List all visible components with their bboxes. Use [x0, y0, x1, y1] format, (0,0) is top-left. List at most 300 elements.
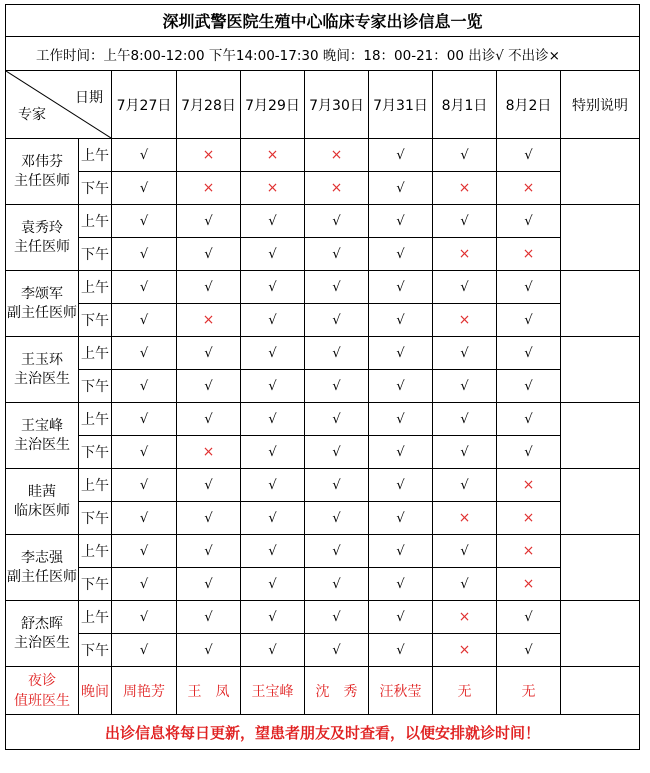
available-mark: √: [524, 445, 533, 460]
available-mark: √: [332, 247, 341, 262]
unavailable-mark: ×: [458, 246, 471, 262]
available-mark: √: [524, 313, 533, 328]
available-mark: √: [204, 247, 213, 262]
availability-cell: [369, 205, 433, 238]
availability-cell: [369, 172, 433, 205]
available-mark: √: [524, 379, 533, 394]
slot-label: 下午: [79, 370, 112, 403]
available-mark: √: [204, 511, 213, 526]
available-mark: √: [396, 643, 405, 658]
availability-cell: [112, 568, 177, 601]
night-duty-doctor: 无: [497, 667, 561, 715]
slot-label: 上午: [79, 535, 112, 568]
availability-cell: [497, 304, 561, 337]
availability-cell: [433, 238, 497, 271]
availability-cell: [241, 205, 305, 238]
available-mark: √: [524, 643, 533, 658]
doctor-row: [6, 337, 640, 370]
doctor-name: 李颂军: [21, 285, 63, 302]
available-mark: √: [268, 346, 277, 361]
doctor-row: [6, 139, 640, 172]
availability-cell: [177, 535, 241, 568]
date-header: 7月27日: [112, 71, 177, 139]
availability-cell: [433, 139, 497, 172]
available-mark: √: [139, 478, 149, 493]
available-mark: √: [332, 379, 341, 394]
availability-cell: [112, 535, 177, 568]
date-header-label: 日期: [75, 90, 103, 106]
unavailable-mark: ×: [330, 147, 343, 163]
available-mark: √: [332, 313, 341, 328]
available-mark: √: [332, 412, 341, 427]
slot-label: 上午: [79, 337, 112, 370]
unavailable-mark: ×: [202, 147, 215, 163]
special-notes-cell: [561, 403, 640, 469]
available-mark: √: [139, 148, 149, 163]
availability-cell: [305, 502, 369, 535]
doctor-row: [6, 469, 640, 502]
available-mark: √: [332, 346, 341, 361]
availability-cell: [305, 271, 369, 304]
availability-cell: [177, 271, 241, 304]
schedule-sheet: [5, 4, 639, 750]
unavailable-mark: ×: [522, 510, 535, 526]
availability-cell: [241, 601, 305, 634]
available-mark: √: [396, 511, 405, 526]
availability-cell: [497, 205, 561, 238]
available-mark: √: [139, 544, 149, 559]
available-mark: √: [332, 511, 341, 526]
available-mark: √: [139, 247, 149, 262]
header-diagonal-cell: [6, 71, 112, 139]
available-mark: √: [268, 610, 277, 625]
doctor-cell: [6, 337, 79, 403]
night-duty-label-line1: 夜诊: [28, 672, 56, 689]
doctor-name: 李志强: [21, 549, 63, 566]
available-mark: √: [268, 214, 277, 229]
availability-cell: [497, 568, 561, 601]
available-mark: √: [139, 445, 149, 460]
available-mark: √: [396, 577, 405, 592]
available-mark: √: [460, 280, 469, 295]
footer-row: [6, 715, 640, 750]
available-mark: √: [524, 148, 533, 163]
unavailable-mark: ×: [202, 180, 215, 196]
night-slot-label: 晚间: [79, 667, 112, 715]
available-mark: √: [524, 412, 533, 427]
slot-label: 上午: [79, 271, 112, 304]
available-mark: √: [204, 544, 213, 559]
doctor-cell: [6, 205, 79, 271]
doctor-name: 眭茜: [28, 483, 56, 500]
unavailable-mark: ×: [522, 246, 535, 262]
slot-label: 上午: [79, 139, 112, 172]
availability-cell: [177, 568, 241, 601]
available-mark: √: [268, 445, 277, 460]
doctor-row: [6, 436, 640, 469]
available-mark: √: [332, 445, 341, 460]
slot-label: 上午: [79, 403, 112, 436]
available-mark: √: [460, 478, 469, 493]
doctor-title: 副主任医师: [7, 568, 77, 585]
availability-cell: [305, 601, 369, 634]
available-mark: √: [460, 148, 469, 163]
available-mark: √: [460, 214, 469, 229]
availability-cell: [369, 469, 433, 502]
availability-cell: [433, 469, 497, 502]
availability-cell: [177, 304, 241, 337]
date-header: 7月29日: [241, 71, 305, 139]
availability-cell: [177, 601, 241, 634]
working-hours-legend: 工作时间：上午8:00-12:00 下午14:00-17:30 晚间：18：00-21：00 出诊√ 不出诊×: [6, 37, 640, 71]
available-mark: √: [332, 214, 341, 229]
available-mark: √: [204, 280, 213, 295]
unavailable-mark: ×: [202, 312, 215, 328]
availability-cell: [241, 337, 305, 370]
doctor-name: 王玉环: [21, 351, 63, 368]
availability-cell: [305, 337, 369, 370]
schedule-table: [5, 4, 640, 750]
available-mark: √: [204, 346, 213, 361]
slot-label: 下午: [79, 568, 112, 601]
available-mark: √: [396, 280, 405, 295]
available-mark: √: [460, 577, 469, 592]
doctor-name: 王宝峰: [21, 417, 63, 434]
available-mark: √: [524, 280, 533, 295]
availability-cell: [433, 172, 497, 205]
special-notes-cell: [561, 601, 640, 667]
available-mark: √: [396, 313, 405, 328]
availability-cell: [177, 469, 241, 502]
available-mark: √: [204, 577, 213, 592]
availability-cell: [177, 139, 241, 172]
available-mark: √: [396, 445, 405, 460]
footer-note: 出诊信息将每日更新，望患者朋友及时查看，以便安排就诊时间！: [6, 715, 640, 750]
page-title: 深圳武警医院生殖中心临床专家出诊信息一览: [6, 5, 640, 37]
availability-cell: [497, 436, 561, 469]
slot-label: 上午: [79, 469, 112, 502]
date-header: 7月30日: [305, 71, 369, 139]
availability-cell: [369, 271, 433, 304]
doctor-row: [6, 172, 640, 205]
night-duty-label-line2: 值班医生: [14, 692, 70, 709]
availability-cell: [369, 601, 433, 634]
doctor-cell: [6, 403, 79, 469]
doctor-cell: [6, 139, 79, 205]
availability-cell: [305, 535, 369, 568]
doctor-name: 舒杰晖: [21, 615, 63, 632]
doctor-row: [6, 238, 640, 271]
available-mark: √: [524, 610, 533, 625]
available-mark: √: [524, 214, 533, 229]
slot-label: 上午: [79, 205, 112, 238]
available-mark: √: [396, 346, 405, 361]
special-notes-header: 特别说明: [561, 71, 640, 139]
doctor-name: 邓伟芬: [21, 153, 63, 170]
slot-label: 下午: [79, 238, 112, 271]
availability-cell: [241, 403, 305, 436]
availability-cell: [177, 205, 241, 238]
unavailable-mark: ×: [458, 510, 471, 526]
availability-cell: [241, 238, 305, 271]
special-notes-cell: [561, 535, 640, 601]
availability-cell: [305, 172, 369, 205]
available-mark: √: [139, 511, 149, 526]
available-mark: √: [332, 478, 341, 493]
doctor-title: 副主任医师: [7, 304, 77, 321]
available-mark: √: [268, 412, 277, 427]
available-mark: √: [396, 379, 405, 394]
special-notes-cell: [561, 469, 640, 535]
available-mark: √: [332, 280, 341, 295]
availability-cell: [241, 304, 305, 337]
doctor-cell: [6, 601, 79, 667]
availability-cell: [497, 535, 561, 568]
expert-header-label: 专家: [18, 107, 46, 123]
date-header: 8月1日: [433, 71, 497, 139]
availability-cell: [369, 238, 433, 271]
available-mark: √: [396, 148, 405, 163]
available-mark: √: [139, 214, 149, 229]
special-notes-cell: [561, 139, 640, 205]
availability-cell: [112, 337, 177, 370]
doctor-cell: [6, 469, 79, 535]
available-mark: √: [460, 412, 469, 427]
availability-cell: [241, 436, 305, 469]
available-mark: √: [396, 412, 405, 427]
availability-cell: [369, 436, 433, 469]
doctor-row: [6, 370, 640, 403]
availability-cell: [433, 370, 497, 403]
availability-cell: [497, 271, 561, 304]
available-mark: √: [460, 445, 469, 460]
available-mark: √: [332, 643, 341, 658]
available-mark: √: [332, 544, 341, 559]
availability-cell: [112, 634, 177, 667]
availability-cell: [369, 634, 433, 667]
date-header: 7月31日: [369, 71, 433, 139]
availability-cell: [433, 436, 497, 469]
availability-cell: [369, 535, 433, 568]
availability-cell: [305, 238, 369, 271]
doctor-title: 临床医师: [14, 502, 70, 519]
available-mark: √: [524, 346, 533, 361]
unavailable-mark: ×: [522, 576, 535, 592]
doctor-title: 主治医生: [14, 436, 70, 453]
available-mark: √: [268, 247, 277, 262]
available-mark: √: [396, 181, 405, 196]
availability-cell: [305, 568, 369, 601]
availability-cell: [497, 370, 561, 403]
available-mark: √: [139, 280, 149, 295]
availability-cell: [112, 271, 177, 304]
available-mark: √: [204, 379, 213, 394]
available-mark: √: [139, 610, 149, 625]
available-mark: √: [460, 379, 469, 394]
unavailable-mark: ×: [522, 180, 535, 196]
unavailable-mark: ×: [266, 180, 279, 196]
availability-cell: [497, 139, 561, 172]
slot-label: 下午: [79, 634, 112, 667]
availability-cell: [369, 304, 433, 337]
availability-cell: [497, 403, 561, 436]
doctor-title: 主治医生: [14, 370, 70, 387]
available-mark: √: [204, 478, 213, 493]
availability-cell: [497, 172, 561, 205]
unavailable-mark: ×: [522, 477, 535, 493]
availability-cell: [177, 238, 241, 271]
available-mark: √: [396, 247, 405, 262]
availability-cell: [305, 304, 369, 337]
availability-cell: [305, 403, 369, 436]
availability-cell: [305, 634, 369, 667]
availability-cell: [177, 172, 241, 205]
special-notes-cell: [561, 205, 640, 271]
availability-cell: [433, 205, 497, 238]
availability-cell: [305, 469, 369, 502]
doctor-title: 主任医师: [14, 172, 70, 189]
available-mark: √: [332, 577, 341, 592]
available-mark: √: [268, 280, 277, 295]
slot-label: 下午: [79, 436, 112, 469]
unavailable-mark: ×: [458, 180, 471, 196]
availability-cell: [241, 568, 305, 601]
available-mark: √: [139, 643, 149, 658]
doctor-row: [6, 535, 640, 568]
available-mark: √: [204, 412, 213, 427]
doctor-row: [6, 403, 640, 436]
availability-cell: [241, 271, 305, 304]
unavailable-mark: ×: [458, 312, 471, 328]
availability-cell: [497, 634, 561, 667]
available-mark: √: [139, 313, 149, 328]
available-mark: √: [460, 346, 469, 361]
available-mark: √: [268, 577, 277, 592]
slot-label: 下午: [79, 304, 112, 337]
availability-cell: [241, 502, 305, 535]
night-notes-cell: [561, 667, 640, 715]
doctor-name: 袁秀玲: [21, 219, 63, 236]
available-mark: √: [268, 313, 277, 328]
availability-cell: [433, 634, 497, 667]
available-mark: √: [204, 610, 213, 625]
availability-cell: [177, 634, 241, 667]
availability-cell: [112, 205, 177, 238]
availability-cell: [112, 502, 177, 535]
available-mark: √: [204, 643, 213, 658]
availability-cell: [369, 403, 433, 436]
available-mark: √: [268, 544, 277, 559]
unavailable-mark: ×: [458, 609, 471, 625]
unavailable-mark: ×: [458, 642, 471, 658]
available-mark: √: [139, 379, 149, 394]
availability-cell: [177, 502, 241, 535]
date-header: 7月28日: [177, 71, 241, 139]
date-header: 8月2日: [497, 71, 561, 139]
doctor-title: 主任医师: [14, 238, 70, 255]
unavailable-mark: ×: [522, 543, 535, 559]
available-mark: √: [268, 511, 277, 526]
unavailable-mark: ×: [266, 147, 279, 163]
night-duty-doctor: 汪秋莹: [369, 667, 433, 715]
available-mark: √: [204, 214, 213, 229]
availability-cell: [241, 172, 305, 205]
availability-cell: [177, 436, 241, 469]
availability-cell: [497, 337, 561, 370]
night-duty-doctor: 无: [433, 667, 497, 715]
available-mark: √: [268, 643, 277, 658]
availability-cell: [241, 469, 305, 502]
available-mark: √: [139, 181, 149, 196]
available-mark: √: [396, 478, 405, 493]
availability-cell: [369, 139, 433, 172]
availability-cell: [112, 139, 177, 172]
availability-cell: [433, 271, 497, 304]
availability-cell: [497, 469, 561, 502]
available-mark: √: [268, 478, 277, 493]
availability-cell: [177, 337, 241, 370]
unavailable-mark: ×: [202, 444, 215, 460]
doctor-title: 主治医生: [14, 634, 70, 651]
doctor-cell: [6, 535, 79, 601]
availability-cell: [112, 304, 177, 337]
available-mark: √: [396, 544, 405, 559]
availability-cell: [112, 403, 177, 436]
night-duty-doctor: 周艳芳: [112, 667, 177, 715]
availability-cell: [369, 502, 433, 535]
availability-cell: [433, 601, 497, 634]
available-mark: √: [268, 379, 277, 394]
slot-label: 下午: [79, 502, 112, 535]
availability-cell: [433, 304, 497, 337]
availability-cell: [369, 568, 433, 601]
night-duty-doctor: 沈 秀: [305, 667, 369, 715]
availability-cell: [369, 370, 433, 403]
availability-cell: [433, 403, 497, 436]
availability-cell: [305, 436, 369, 469]
availability-cell: [241, 634, 305, 667]
unavailable-mark: ×: [330, 180, 343, 196]
available-mark: √: [332, 610, 341, 625]
availability-cell: [497, 502, 561, 535]
availability-cell: [112, 601, 177, 634]
availability-cell: [241, 535, 305, 568]
availability-cell: [112, 469, 177, 502]
availability-cell: [433, 535, 497, 568]
available-mark: √: [460, 544, 469, 559]
night-duty-row: [6, 667, 640, 715]
doctor-row: [6, 271, 640, 304]
special-notes-cell: [561, 337, 640, 403]
availability-cell: [497, 601, 561, 634]
availability-cell: [433, 568, 497, 601]
slot-label: 上午: [79, 601, 112, 634]
availability-cell: [497, 238, 561, 271]
available-mark: √: [396, 610, 405, 625]
doctor-cell: [6, 271, 79, 337]
available-mark: √: [139, 346, 149, 361]
availability-cell: [433, 337, 497, 370]
availability-cell: [305, 370, 369, 403]
night-duty-label: [6, 667, 79, 715]
night-duty-doctor: 王 凤: [177, 667, 241, 715]
availability-cell: [241, 370, 305, 403]
special-notes-cell: [561, 271, 640, 337]
availability-cell: [112, 436, 177, 469]
availability-cell: [177, 370, 241, 403]
availability-cell: [305, 139, 369, 172]
available-mark: √: [396, 214, 405, 229]
